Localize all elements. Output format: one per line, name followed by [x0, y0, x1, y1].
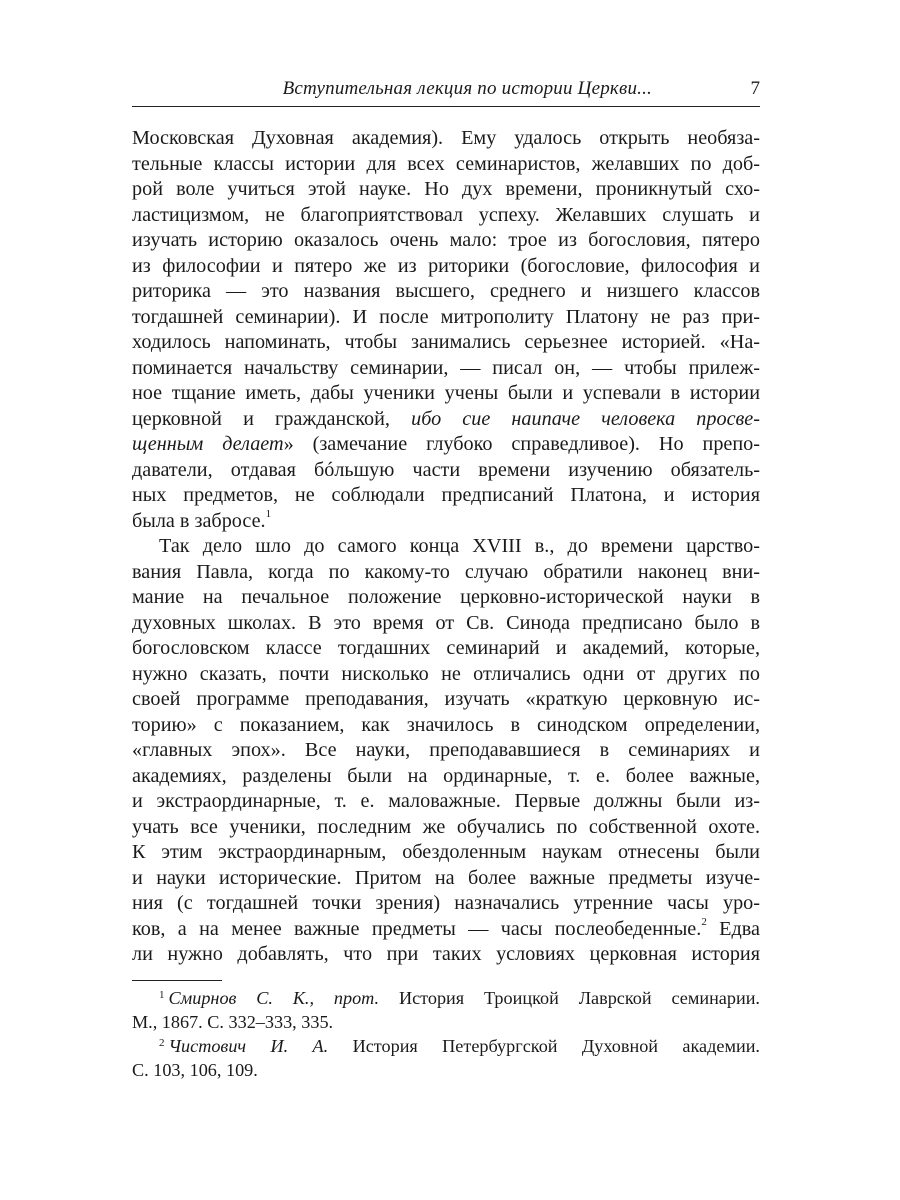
- footnote-text: История Петербургской Духовной академии.: [328, 1036, 760, 1056]
- text-line: ния (с тогдашней точки зрения) назначались утренние часы уро-: [132, 892, 760, 914]
- text-line: ходилось напоминать, чтобы занимались серьезнее историей. «На-: [132, 331, 760, 353]
- text-line: нужно сказать, почти нисколько не отличались одни от других по: [132, 662, 760, 685]
- running-header: [132, 76, 760, 107]
- body-text: [132, 126, 760, 968]
- text-line: риторика — это названия высшего, среднего и низшего классов: [132, 280, 760, 302]
- text-line: изучать историю оказалось очень мало: трое из богословия, пятеро: [132, 229, 760, 251]
- text-line: тельные классы истории для всех семинаристов, желавших по доб-: [132, 152, 760, 175]
- footnote-separator: [132, 980, 222, 981]
- text-line: ластицизмом, не благоприятствовал успеху. Желавших слушать и: [132, 203, 760, 226]
- italic-quote: щенным делает: [132, 433, 284, 455]
- text-line: Так дело шло до самого конца XVIII в., до времени царство-: [159, 535, 760, 557]
- text-line: [132, 432, 760, 458]
- text-line: ное тщание иметь, дабы ученики учены были и успевали в истории: [132, 382, 760, 404]
- footnote-ref-2[interactable]: 2: [701, 916, 707, 928]
- text-line: и экстраординарные, т. е. маловажные. Первые должны были из-: [132, 790, 760, 812]
- text-line: поминается начальству семинарии, — писал он, — чтобы прилеж-: [132, 356, 760, 379]
- footnote-author: Чистович И. А.: [168, 1036, 329, 1056]
- text-line: даватели, отдавая бóльшую части времени изучению обязатель-: [132, 458, 760, 481]
- footnote-2: [132, 1034, 760, 1058]
- text-line: ных предметов, не соблюдали предписаний Платона, и история: [132, 484, 760, 506]
- text-line: духовных школах. В это время от Св. Синода предписано было в: [132, 611, 760, 634]
- footnote-1-continued: М., 1867. С. 332–333, 335.: [132, 1012, 334, 1032]
- text-line: «главных эпох». Все науки, преподававшиеся в семинариях и: [132, 739, 760, 761]
- text-line: ли нужно добавлять, что при таких условиях церковная история: [132, 943, 760, 965]
- text-line: [132, 509, 760, 535]
- running-title: Вступительная лекция по истории Церкви...: [282, 78, 652, 99]
- text-line: [132, 407, 760, 433]
- text-line: и науки исторические. Притом на более важные предметы изуче-: [132, 866, 760, 889]
- text-line: своей программе преподавания, изучать «краткую церковную ис-: [132, 688, 760, 710]
- text-run: была в забросе.: [132, 509, 266, 532]
- text-line: вания Павла, когда по какому-то случаю обратили наконец вни-: [132, 560, 760, 583]
- footnote-text: История Троицкой Лаврской семинарии.: [379, 988, 760, 1008]
- text-run: » (замечание глубоко справедливое). Но препо-: [283, 433, 760, 455]
- footnote-mark: 1: [159, 989, 165, 1001]
- text-line: из философии и пятеро же из риторики (богословие, философия и: [132, 254, 760, 277]
- text-run: церковной и гражданской,: [132, 407, 412, 430]
- text-line: мание на печальное положение церковно-исторической науки в: [132, 586, 760, 608]
- text-line: Московская Духовная академия). Ему удалось открыть необяза-: [132, 127, 760, 149]
- page-number: 7: [750, 78, 760, 99]
- italic-quote: ибо сие наипаче человека просве-: [411, 407, 760, 430]
- text-run: Едва: [706, 917, 760, 940]
- footnote-1: [132, 986, 760, 1010]
- footnote-2-continued: С. 103, 106, 109.: [132, 1060, 258, 1080]
- footnote-mark: 2: [159, 1037, 165, 1049]
- text-line: академиях, разделены были на ординарные, т. е. более важные,: [132, 764, 760, 787]
- text-line: тогдашней семинарии). И после митрополиту Платону не раз при-: [132, 305, 760, 328]
- text-line: рой воле учиться этой науке. Но дух времени, проникнутый схо-: [132, 178, 760, 200]
- footnotes: [132, 986, 760, 1082]
- text-run: ков, а на менее важные предметы — часы послеобеденные.: [132, 917, 702, 940]
- text-line: богословском классе тогдашних семинарий и академий, которые,: [132, 637, 760, 659]
- text-line: К этим экстраординарным, обездоленным наукам отнесены были: [132, 841, 760, 863]
- footnote-ref-1[interactable]: 1: [265, 508, 272, 520]
- text-line: учать все ученики, последним же обучались по собственной охоте.: [132, 815, 760, 838]
- text-line: [132, 917, 760, 943]
- footnote-author: Смирнов С. К., прот.: [168, 988, 380, 1008]
- text-line: торию» с показанием, как значилось в синодском определении,: [132, 713, 760, 736]
